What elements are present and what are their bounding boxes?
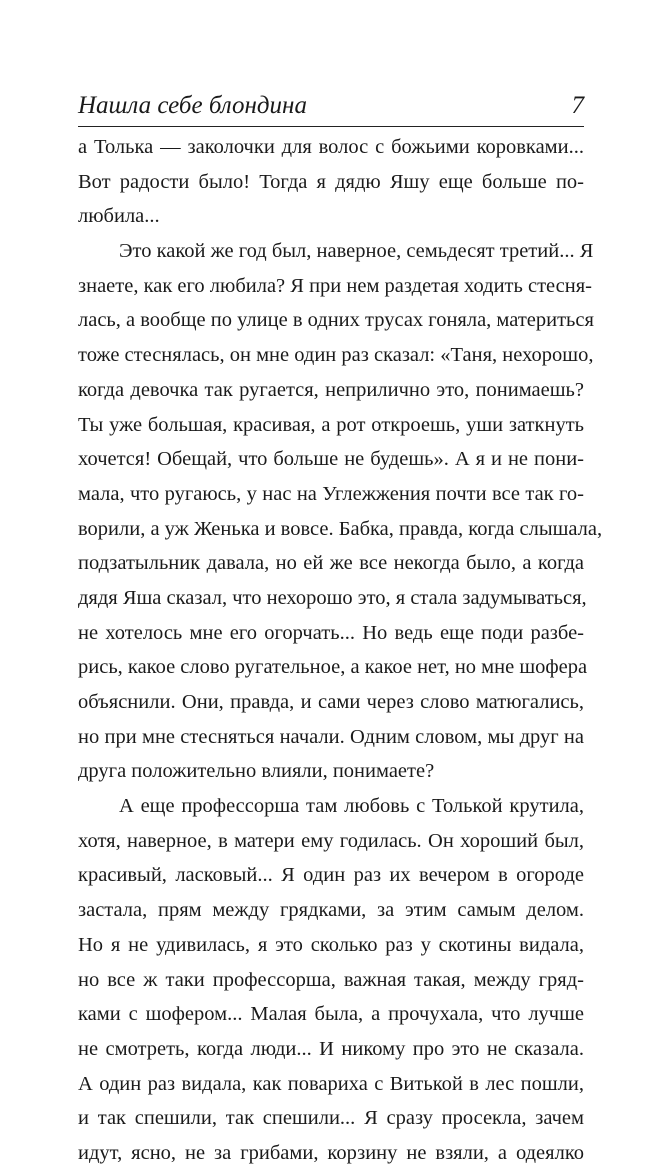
paragraph-first-line: Это какой же год был, наверное, семьдесят третий... Я bbox=[119, 240, 594, 263]
text-line: Ты уже большая, красивая, а рот откроешь, уши заткнуть bbox=[78, 413, 584, 436]
text-line: хочется! Обещай, что больше не будешь». А я и не пони- bbox=[78, 448, 584, 471]
paragraph-first-line: А еще профессорша там любовь с Толькой крутила, bbox=[119, 795, 584, 818]
text-line: любила... bbox=[78, 205, 160, 228]
text-line: рись, какое слово ругательное, а какое нет, но мне шофера bbox=[78, 656, 588, 679]
text-line: но все ж таки профессорша, важная такая, между гряд- bbox=[78, 968, 584, 991]
text-line: мала, что ругаюсь, у нас на Углежжения почти все так го- bbox=[78, 482, 584, 505]
body-text bbox=[78, 130, 603, 1171]
text-line: ками с шофером... Малая была, а прочухала, что лучше bbox=[78, 1003, 584, 1026]
text-line: Вот радости было! Тогда я дядю Яшу еще больше по- bbox=[78, 170, 584, 193]
text-line: а Толька — заколочки для волос с божьими коровками... bbox=[78, 136, 584, 158]
text-line: Но я не удивилась, я это сколько раз у скотины видала, bbox=[78, 933, 584, 956]
text-line: объяснили. Они, правда, и сами через слово матюгались, bbox=[78, 691, 584, 713]
text-line: тоже стеснялась, он мне один раз сказал: «Таня, нехорошо, bbox=[78, 344, 594, 367]
text-line: и так спешили, так спешили... Я сразу просекла, зачем bbox=[78, 1107, 584, 1130]
text-line: не хотелось мне его огорчать... Но ведь еще поди разбе- bbox=[78, 621, 584, 644]
text-line: но при мне стесняться начали. Одним словом, мы друг на bbox=[78, 725, 584, 748]
text-line: не смотреть, когда люди... И никому про это не сказала. bbox=[78, 1037, 584, 1060]
page-number: 7 bbox=[571, 92, 584, 119]
text-line: подзатыльник давала, но ей же все некогда было, а когда bbox=[78, 552, 584, 575]
text-line: лась, а вообще по улице в одних трусах гоняла, материться bbox=[78, 309, 594, 332]
text-line: знаете, как его любила? Я при нем раздетая ходить стесня- bbox=[78, 274, 592, 297]
running-title: Нашла себе блондина bbox=[78, 92, 307, 119]
text-line: красивый, ласковый... Я один раз их вечером в огороде bbox=[78, 864, 584, 887]
text-line: друга положительно влияли, понимаете? bbox=[78, 760, 435, 783]
running-header bbox=[78, 86, 584, 127]
text-line: ворили, а уж Женька и вовсе. Бабка, правда, когда слышала, bbox=[78, 517, 603, 540]
text-line: когда девочка так ругается, неприлично это, понимаешь? bbox=[78, 378, 584, 401]
text-line: застала, прям между грядками, за этим самым делом. bbox=[78, 899, 584, 922]
text-line: идут, ясно, не за грибами, корзину не взяли, а одеялко bbox=[78, 1141, 584, 1164]
text-line: дядя Яша сказал, что нехорошо это, я стала задумываться, bbox=[78, 586, 587, 609]
text-line: хотя, наверное, в матери ему годилась. Он хороший был, bbox=[78, 829, 584, 852]
text-line: А один раз видала, как повариха с Витькой в лес пошли, bbox=[78, 1072, 584, 1095]
